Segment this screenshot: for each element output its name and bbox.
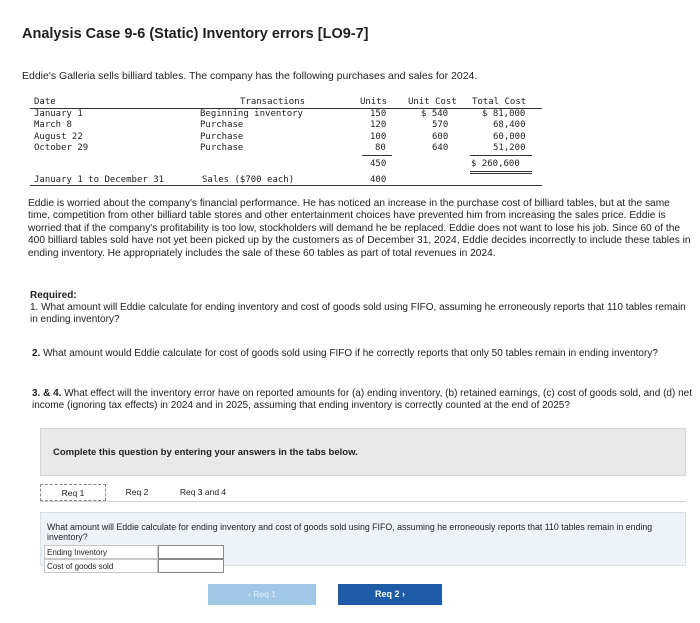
row-unit-cost: 640: [432, 143, 449, 154]
header-transactions: Transactions: [240, 97, 306, 107]
row-unit-cost: 570: [432, 120, 449, 131]
sales-row-date: January 1 to December 31: [34, 175, 165, 185]
row-units: 120: [370, 120, 387, 131]
table-bottom-rule: [30, 185, 542, 186]
question-2-number: 2.: [32, 348, 41, 359]
question-2-text: What amount would Eddie calculate for cost of goods sold using FIFO if he correctly reports that only 50 tables remain in ending inventory?: [40, 348, 658, 359]
panel-question-text: What amount will Eddie calculate for ending inventory and cost of goods sold using FIFO, assuming he erroneously reports that 110 tables remain in ending inventory?: [47, 522, 653, 543]
cost-subtotal-rule: [470, 155, 532, 156]
header-total-cost: Total Cost: [472, 97, 527, 107]
row-units: 100: [370, 131, 387, 142]
intro-text: Eddie's Galleria sells billiard tables. The company has the following purchases and sales for 2024.: [22, 70, 478, 82]
cost-of-goods-sold-label: Cost of goods sold: [44, 559, 158, 573]
ending-inventory-label: Ending Inventory: [44, 545, 158, 559]
row-transaction: Purchase: [200, 131, 244, 142]
row-date: October 29: [34, 143, 89, 154]
question-3-4: [32, 388, 692, 412]
row-units: 150: [370, 108, 387, 119]
row-total-cost: 60,000: [493, 131, 526, 142]
prev-req-button[interactable]: ‹ Req 1: [208, 584, 316, 605]
row-transaction: Purchase: [200, 143, 244, 154]
question-1: 1. What amount will Eddie calculate for ending inventory and cost of goods sold using FIFO, assuming he erroneously reports that 110 tables remain in ending inventory?: [30, 302, 686, 326]
row-date: March 8: [34, 120, 72, 131]
row-transaction: Beginning inventory: [200, 108, 303, 119]
ending-inventory-input[interactable]: [158, 545, 224, 559]
header-date: Date: [34, 97, 56, 107]
tab-req-2[interactable]: Req 2: [125, 487, 149, 497]
units-subtotal-rule: [362, 155, 392, 156]
next-req-button[interactable]: Req 2 ›: [338, 584, 442, 605]
table-header-rule: [30, 108, 542, 109]
instructions-bar: [40, 428, 686, 476]
row-unit-cost: $ 540: [421, 108, 449, 119]
instructions-text: Complete this question by entering your answers in the tabs below.: [53, 447, 358, 458]
cost-of-goods-sold-input[interactable]: [158, 559, 224, 573]
row-transaction: Purchase: [200, 120, 244, 131]
required-section: [30, 290, 694, 327]
header-units: Units: [360, 97, 388, 107]
question-3-4-number: 3. & 4.: [32, 388, 62, 399]
question-2: [32, 348, 692, 360]
total-cost: $ 260,600: [471, 159, 520, 169]
sales-row-transaction: Sales ($700 each): [202, 175, 295, 185]
total-cost-double-rule-1: [470, 171, 532, 172]
header-unit-cost: Unit Cost: [408, 97, 457, 107]
row-unit-cost: 600: [432, 131, 449, 142]
required-label: Required:: [30, 290, 77, 301]
row-total-cost: 68,400: [493, 120, 526, 131]
total-cost-double-rule-2: [470, 173, 532, 174]
case-paragraph: Eddie is worried about the company's financial performance. He has noticed an increase in the purchase cost of billiard tables, but at the same time, competition from other billiard table stores and other entertainment choices have prevented him from increasing the sales price. Eddie is worried that if the company's profitability is too low, stockholders will demand he be replaced. Eddie does not want to lose his job. Since 60 of the 400 billiard tables sold have not yet been picked up by the customers as of December 31, 2024, Eddie decides incorrectly to include these tables in ending inventory. He appropriately includes the sale of these 60 tables as part of total revenues in 2024.: [28, 198, 691, 259]
row-date: January 1: [34, 108, 83, 119]
row-total-cost: 51,200: [493, 143, 526, 154]
row-units: 80: [375, 143, 386, 154]
sales-row-units: 400: [370, 175, 387, 185]
tab-req-1[interactable]: Req 1: [40, 484, 106, 501]
tab-req-3-and-4[interactable]: Req 3 and 4: [179, 487, 227, 497]
row-date: August 22: [34, 131, 83, 142]
row-total-cost: $ 81,000: [482, 108, 526, 119]
question-3-4-text: What effect will the inventory error have on reported amounts for (a) ending inventory, (b) retained earnings, (c) cost of goods sold, and (d) net income (ignoring tax effects) in 2024 and in 2025, assuming that ending inventory is correctly counted at the end of 2025?: [32, 388, 692, 412]
page-title: Analysis Case 9-6 (Static) Inventory errors [LO9-7]: [22, 26, 369, 42]
total-units: 450: [370, 159, 387, 169]
tab-bar-rule: [40, 501, 686, 502]
